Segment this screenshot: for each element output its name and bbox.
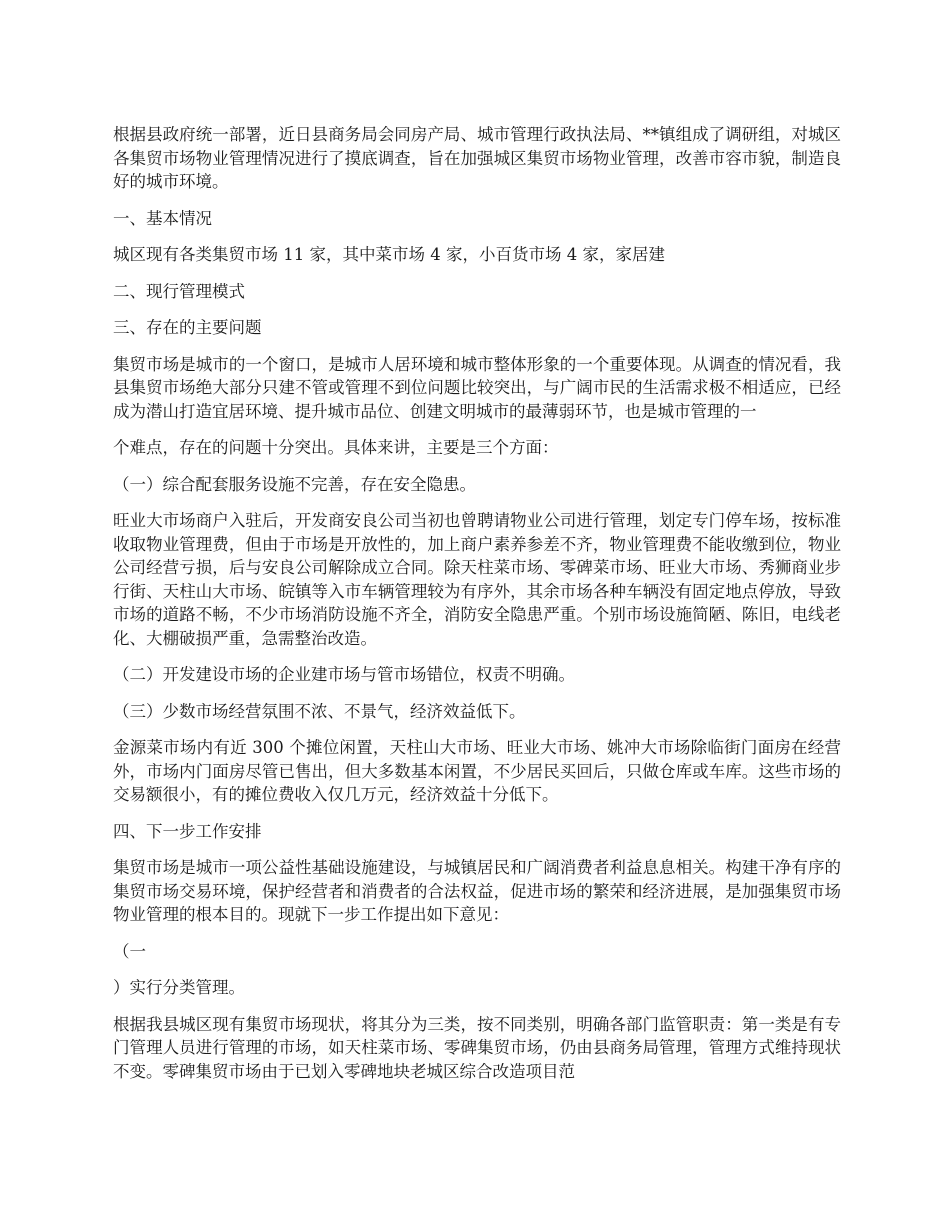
subheading-facilities: （一）综合配套服务设施不完善，存在安全隐患。 (113, 474, 476, 494)
problems-paragraph: 集贸市场是城市的一个窗口，是城市人居环境和城市整体形象的一个重要体现。从调查的情况看，我县集贸市场绝大部分只建不管或管理不到位问题比较突出，与广阔市民的生活需求极不相适应，已经成为潜山打造宜居环境、提升城市品位、创建文明城市的最薄弱环节，也是城市管理的一 (113, 354, 841, 421)
basic-paragraph: 城区现有各类集贸市场 11 家，其中菜市场 4 家，小百货市场 4 家，家居建 (113, 245, 665, 264)
business-paragraph: 金源菜市场内有近 300 个摊位闲置，天柱山大市场、旺业大市场、姚冲大市场除临街门面房在经营外，市场内门面房尽管已售出，但大多数基本闲置，不少居民买回后，只做仓库或车库。这些市场的交易额很小，有的摊位费收入仅几万元，经济效益十分低下。 (113, 738, 841, 804)
next-steps-paragraph: 集贸市场是城市一项公益性基础设施建设，与城镇居民和广阔消费者利益息息相关。构建干净有序的集贸市场交易环境，保护经营者和消费者的合法权益，促进市场的繁荣和经济进展，是加强集贸市场物业管理的根本目的。现就下一步工作提出如下意见： (113, 858, 841, 924)
section-heading-problems: 三、存在的主要问题 (113, 318, 262, 337)
section-heading-next-steps: 四、下一步工作安排 (113, 821, 262, 841)
subheading-classify-close: ）实行分类管理。 (113, 978, 245, 997)
subheading-business: （三）少数市场经营氛围不浓、不景气，经济效益低下。 (113, 701, 526, 721)
intro-paragraph: 根据县政府统一部署，近日县商务局会同房产局、城市管理行政执法局、**镇组成了调研组，对城区各集贸市场物业管理情况进行了摸底调查，旨在加强城区集贸市场物业管理，改善市容市貌，制造良好的城市环境。 (113, 125, 841, 191)
section-heading-basic: 一、基本情况 (113, 208, 212, 228)
classify-paragraph: 根据我县城区现有集贸市场现状，将其分为三类，按不同类别，明确各部门监管职责：第一类是有专门管理人员进行管理的市场，如天柱菜市场、零碑集贸市场，仍由县商务局管理，管理方式维持现状不变。零碑集贸市场由于已划入零碑地块老城区综合改造项目范 (113, 1014, 841, 1081)
document-page (113, 123, 841, 1096)
problems-continued: 个难点，存在的问题十分突出。具体来讲，主要是三个方面： (113, 438, 559, 457)
facilities-paragraph: 旺业大市场商户入驻后，开发商安良公司当初也曾聘请物业公司进行管理，划定专门停车场，按标准收取物业管理费，但由于市场是开放性的，加上商户素养参差不齐，物业管理费不能收缴到位，物业公司经营亏损，后与安良公司解除成立合同。除天柱菜市场、零碑菜市场、旺业大市场、秀狮商业步行街、天柱山大市场、皖镇等入市车辆管理较为有序外，其余市场各种车辆没有固定地点停放，导致市场的道路不畅，不少市场消防设施不齐全，消防安全隐患严重。个别市场设施简陋、陈旧，电线老化、大棚破损严重，急需整治改造。 (113, 511, 841, 648)
section-heading-mode: 二、现行管理模式 (113, 281, 245, 301)
subheading-dislocation: （二）开发建设市场的企业建市场与管市场错位，权责不明确。 (113, 665, 575, 684)
subheading-classify-open: （一 (113, 941, 146, 961)
